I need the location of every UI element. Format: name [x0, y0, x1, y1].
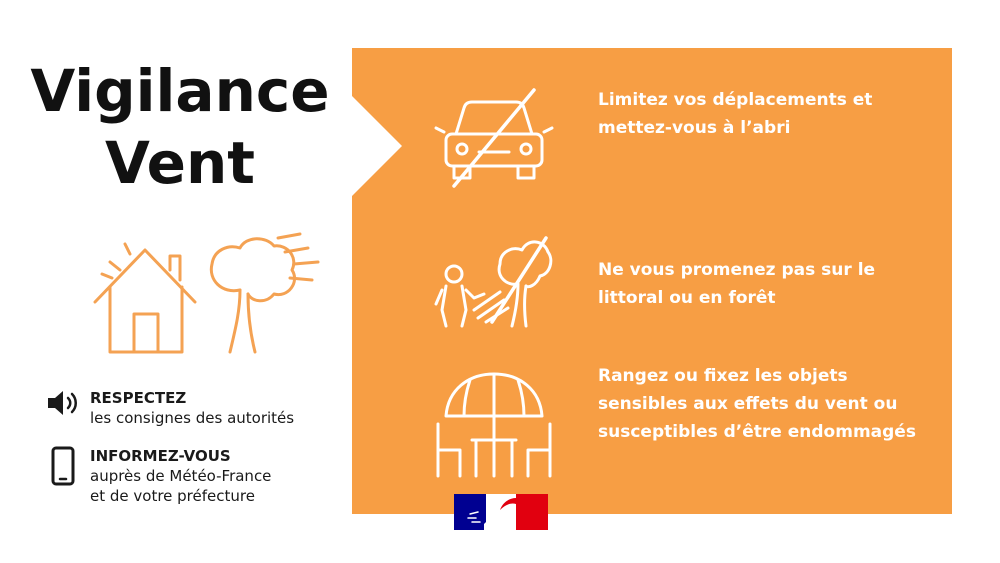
page-title: [10, 55, 350, 199]
advice-line: auprès de Météo-France: [90, 467, 272, 485]
speaker-icon: [45, 388, 81, 418]
no-walk-forest-icon: [434, 230, 554, 330]
advice-heading: INFORMEZ-VOUS: [90, 447, 231, 465]
panel-item-2-text: [598, 256, 943, 312]
panel-line: littoral ou en forêt: [598, 288, 776, 308]
title-line-1: Vigilance: [30, 57, 330, 125]
house-in-wind-icon: [95, 244, 195, 352]
panel-line: susceptibles d’être endommagés: [598, 422, 916, 442]
title-line-2: Vent: [104, 129, 256, 197]
panel-line: Rangez ou fixez les objets: [598, 366, 848, 386]
advice-respectez-text: [90, 388, 294, 428]
garden-furniture-icon: [434, 370, 554, 480]
no-car-icon: [434, 86, 554, 191]
panel-item-1-text: [598, 86, 943, 142]
wind-illustration: [90, 232, 320, 362]
advice-line: les consignes des autorités: [90, 409, 295, 427]
panel-line: Ne vous promenez pas sur le: [598, 260, 876, 280]
panel-item-3-text: [598, 362, 943, 446]
advice-line: et de votre préfecture: [90, 487, 255, 505]
advice-heading: RESPECTEZ: [90, 389, 187, 407]
advice-informez-text: [90, 446, 271, 506]
marianne-flag-icon: [454, 494, 548, 530]
advice-panel: [352, 48, 952, 514]
panel-line: mettez-vous à l’abri: [598, 118, 791, 138]
panel-line: Limitez vos déplacements et: [598, 90, 873, 110]
panel-line: sensibles aux effets du vent ou: [598, 394, 898, 414]
smartphone-icon: [45, 446, 81, 488]
tree-in-wind-icon: [211, 234, 318, 352]
